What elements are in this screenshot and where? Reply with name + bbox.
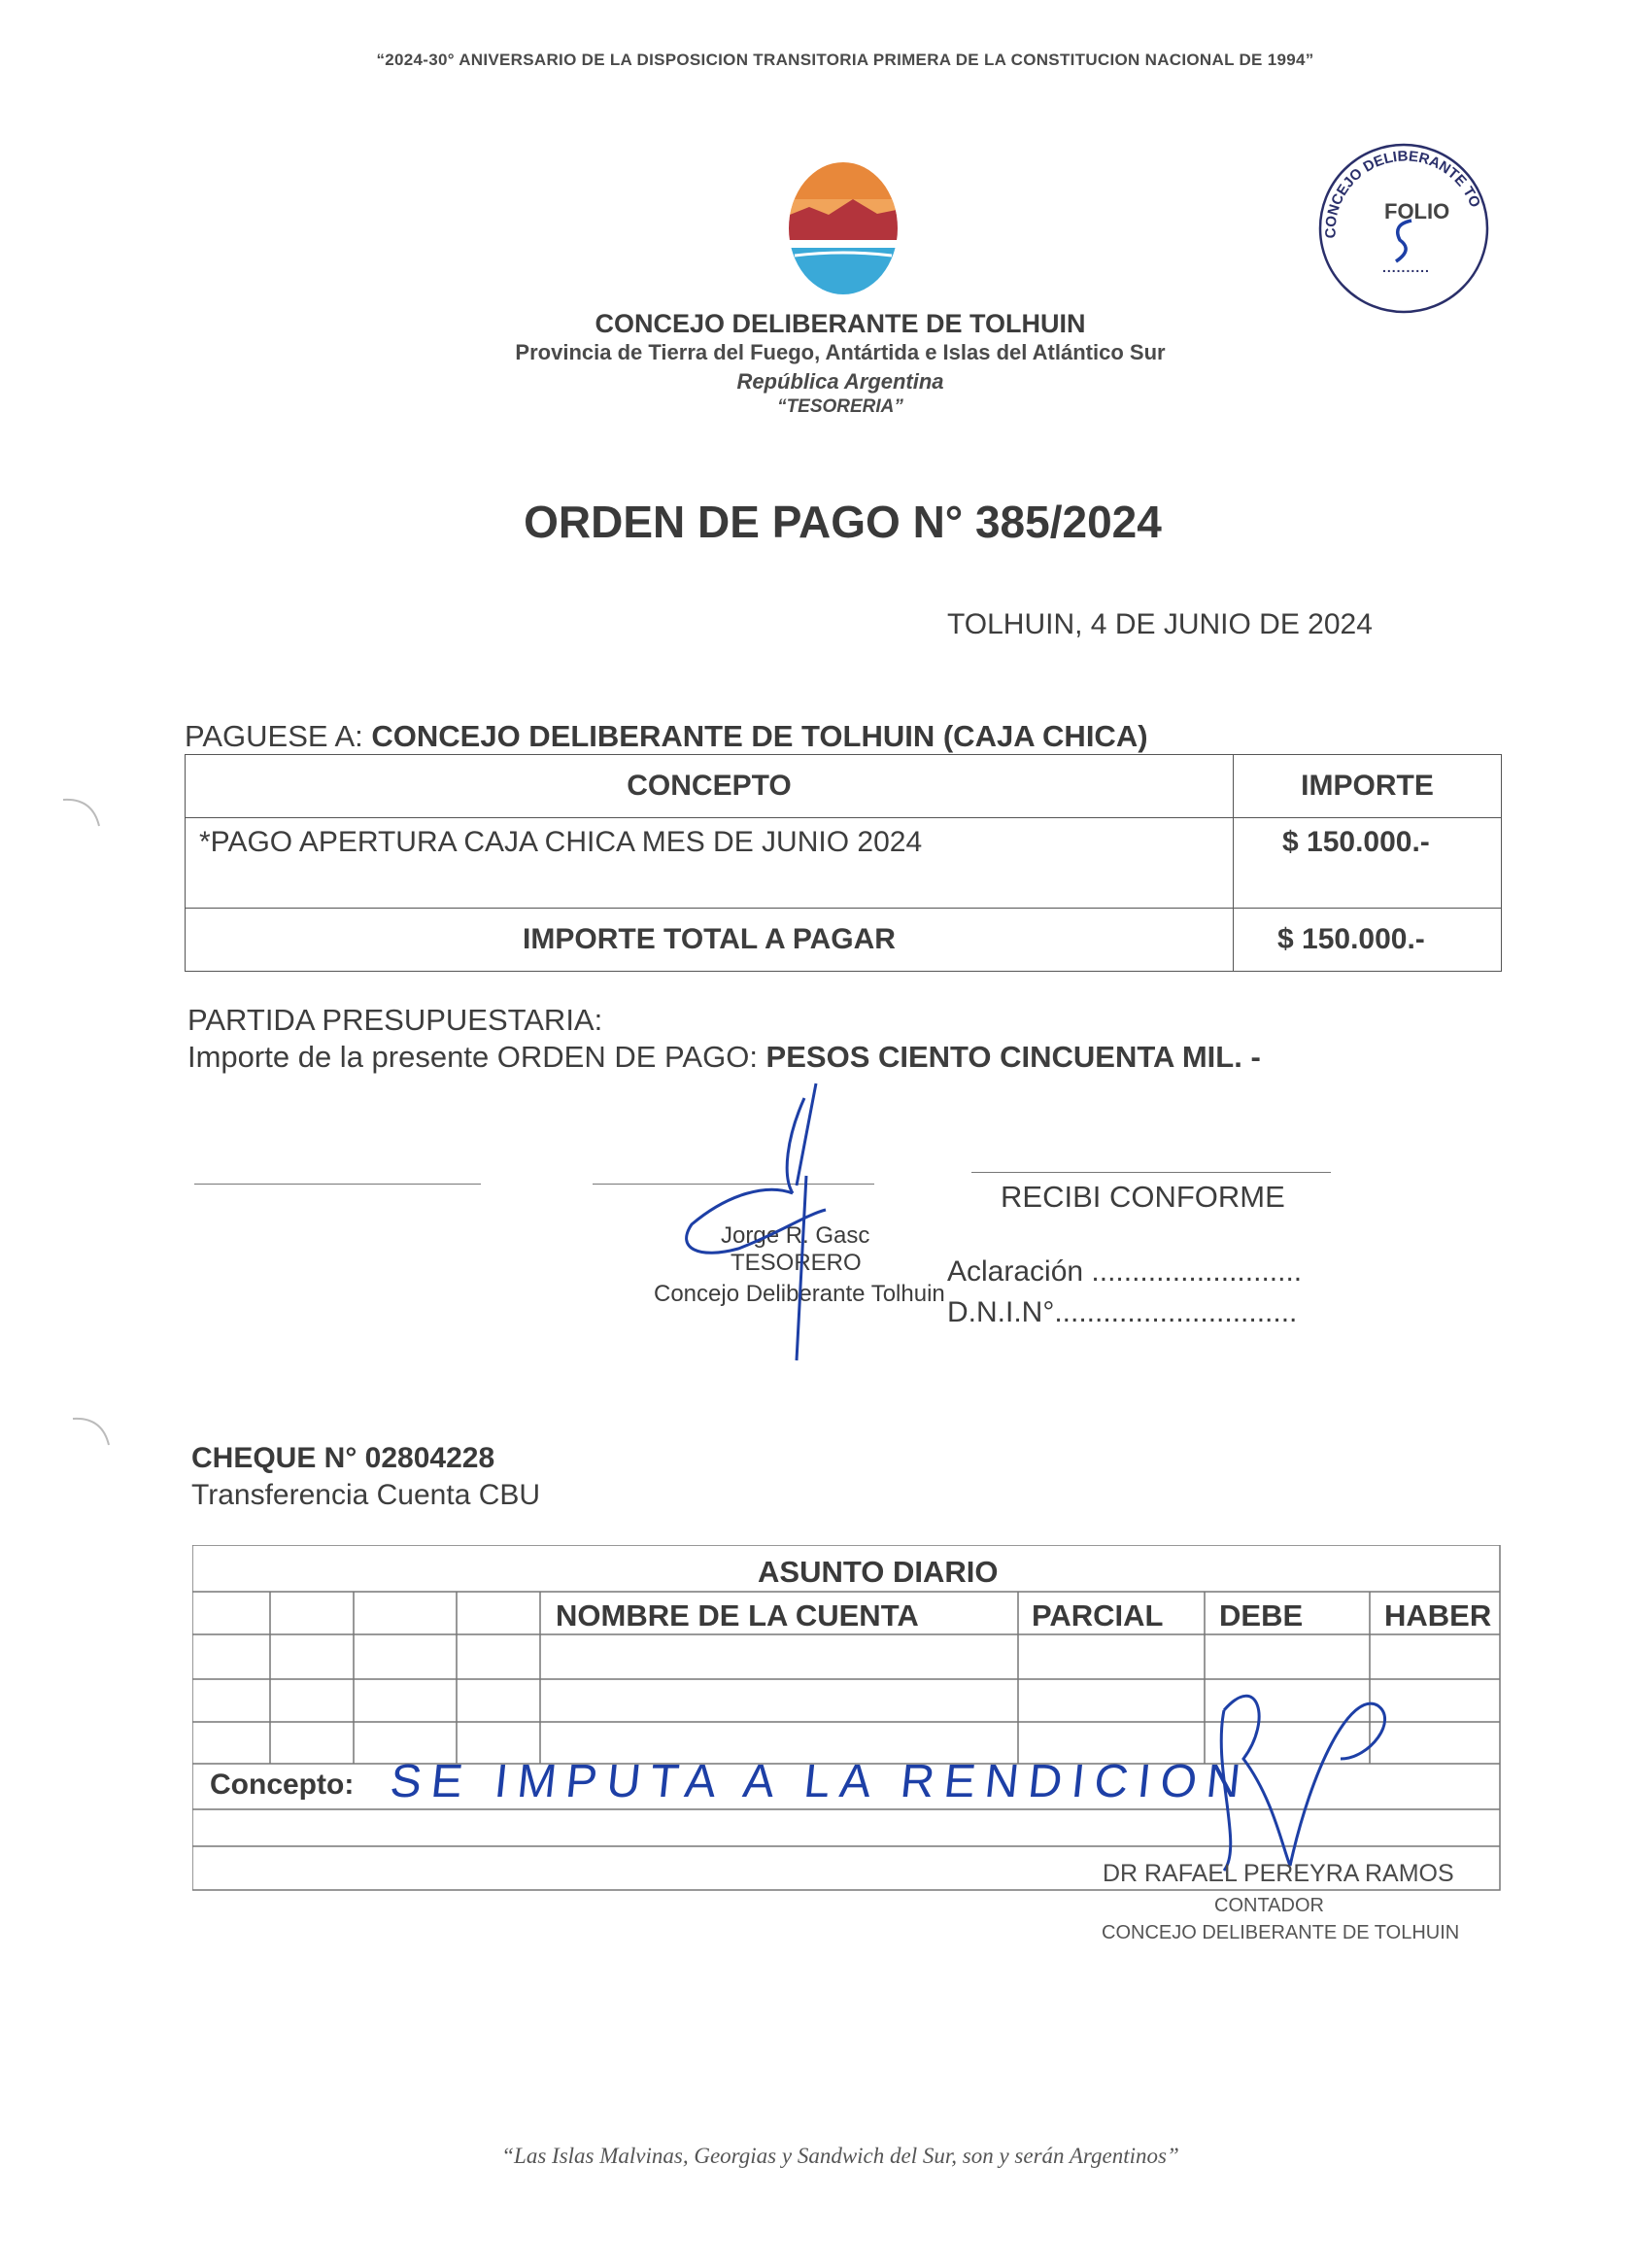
concejo-logo <box>785 160 901 296</box>
tesorero-name: Jorge R. Gasc <box>721 1222 870 1249</box>
payee-name: CONCEJO DELIBERANTE DE TOLHUIN (CAJA CHICA) <box>371 719 1148 753</box>
concept-header: CONCEPTO <box>186 755 1234 818</box>
contador-name: DR RAFAEL PEREYRA RAMOS <box>1103 1860 1454 1887</box>
col-debe: DEBE <box>1219 1598 1304 1632</box>
folio-dots: .......... <box>1382 259 1430 275</box>
aclaracion-field: Aclaración .......................... <box>947 1255 1303 1288</box>
concepto-handwritten: SE IMPUTA A LA RENDICION <box>388 1756 1253 1807</box>
importe-label: Importe de la presente ORDEN DE PAGO: <box>187 1040 766 1074</box>
amount-header: IMPORTE <box>1234 755 1502 818</box>
row-concept: *PAGO APERTURA CAJA CHICA MES DE JUNIO 2024 <box>186 818 1234 909</box>
folio-label: FOLIO <box>1384 199 1450 223</box>
tesorero-org: Concejo Deliberante Tolhuin <box>654 1281 945 1307</box>
importe-line <box>187 1040 1261 1075</box>
payment-table <box>185 754 1502 972</box>
tesorero-signature <box>670 1079 903 1370</box>
place-date: TOLHUIN, 4 DE JUNIO DE 2024 <box>947 608 1373 640</box>
org-department: “TESORERIA” <box>777 396 903 417</box>
folio-stamp <box>1307 131 1501 326</box>
payee-label: PAGUESE A: <box>185 719 372 753</box>
scan-mark-2 <box>68 1411 117 1450</box>
folio-stamp-ring <box>1307 131 1501 326</box>
col-haber: HABER <box>1384 1598 1492 1632</box>
total-amount: $ 150.000.- <box>1234 909 1502 972</box>
total-label: IMPORTE TOTAL A PAGAR <box>186 909 1234 972</box>
tesorero-role: TESORERO <box>731 1250 862 1276</box>
table-row <box>186 818 1502 909</box>
dni-field: D.N.I.N°.............................. <box>947 1296 1298 1328</box>
contador-org: CONCEJO DELIBERANTE DE TOLHUIN <box>1102 1922 1460 1943</box>
importe-words: PESOS CIENTO CINCUENTA MIL. - <box>765 1040 1261 1074</box>
footer-quote: “Las Islas Malvinas, Georgias y Sandwich del Sur, son y serán Argentinos” <box>501 2144 1179 2168</box>
col-parcial: PARCIAL <box>1032 1598 1164 1632</box>
contador-signature <box>1205 1652 1418 1875</box>
payee-line <box>185 719 1148 754</box>
signature-line-1 <box>194 1184 481 1185</box>
recibi-conforme: RECIBI CONFORME <box>1001 1180 1285 1214</box>
org-province: Provincia de Tierra del Fuego, Antártida e Islas del Atlántico Sur <box>515 340 1166 364</box>
cheque-number: CHEQUE N° 02804228 <box>191 1442 495 1474</box>
folio-handwritten-number <box>1396 221 1411 261</box>
col-nombre-cuenta: NOMBRE DE LA CUENTA <box>556 1598 919 1632</box>
table-total-row <box>186 909 1502 972</box>
folio-ring-text: CONCEJO DELIBERANTE TO <box>1322 148 1484 239</box>
scan-mark-1 <box>58 792 107 831</box>
anniversary-header: “2024-30° ANIVERSARIO DE LA DISPOSICION TRANSITORIA PRIMERA DE LA CONSTITUCION NACIONAL DE 1994” <box>376 51 1314 69</box>
concepto-label: Concepto: <box>210 1769 355 1801</box>
document-title: ORDEN DE PAGO N° 385/2024 <box>524 497 1162 547</box>
transfer-method: Transferencia Cuenta CBU <box>191 1479 541 1511</box>
row-amount: $ 150.000.- <box>1234 818 1502 909</box>
org-name: CONCEJO DELIBERANTE DE TOLHUIN <box>595 309 1086 338</box>
payment-table-header <box>186 755 1502 818</box>
org-republic: República Argentina <box>736 369 944 394</box>
contador-title: CONTADOR <box>1214 1895 1324 1916</box>
signature-line-3 <box>971 1172 1331 1173</box>
partida-presupuestaria: PARTIDA PRESUPUESTARIA: <box>187 1003 603 1037</box>
asunto-diario-title: ASUNTO DIARIO <box>758 1555 999 1589</box>
